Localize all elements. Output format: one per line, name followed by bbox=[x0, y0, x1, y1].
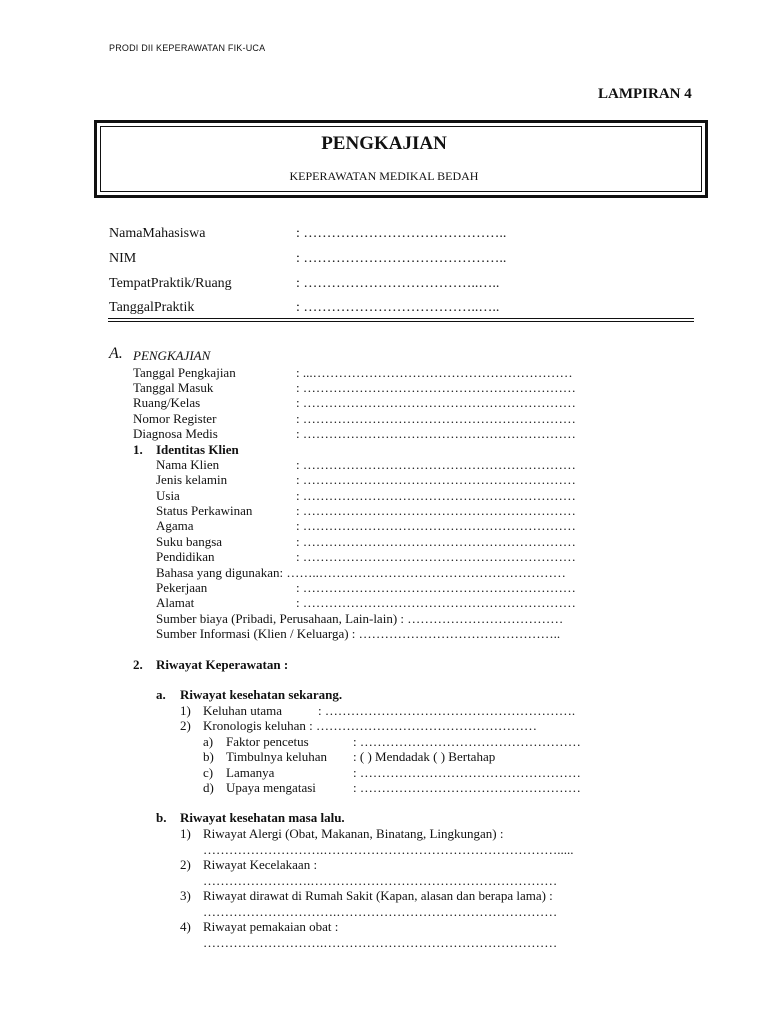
timbulnya-keluhan-options[interactable]: : ( ) Mendadak ( ) Bertahap bbox=[353, 749, 496, 764]
upaya-mengatasi-field[interactable]: : …………………………………………… bbox=[353, 780, 581, 795]
tanggal-pengkajian-field[interactable]: : ...…………………………………………………… bbox=[296, 365, 573, 380]
tempat-praktik-field[interactable]: : ………………………………..….. bbox=[296, 276, 500, 291]
alamat-label: Alamat bbox=[156, 595, 195, 610]
riwayat-a-letter: a. bbox=[156, 687, 166, 702]
diagnosa-medis-field[interactable]: : ……………………………………………………… bbox=[296, 426, 576, 441]
identitas-title: Identitas Klien bbox=[156, 442, 239, 457]
nama-klien-field[interactable]: : ……………………………………………………… bbox=[296, 457, 576, 472]
bahasa-field[interactable]: Bahasa yang digunakan: ……..………………………………………………… bbox=[156, 565, 566, 580]
suku-bangsa-label: Suku bangsa bbox=[156, 534, 223, 549]
diagnosa-medis-label: Diagnosa Medis bbox=[133, 426, 218, 441]
nama-mahasiswa-label: NamaMahasiswa bbox=[109, 226, 206, 241]
riwayat-obat-field[interactable]: ……………………….……………………………………………… bbox=[203, 935, 558, 950]
nim-field[interactable]: : …………………………………….. bbox=[296, 251, 507, 266]
pekerjaan-field[interactable]: : ……………………………………………………… bbox=[296, 580, 576, 595]
section-a-title: PENGKAJIAN bbox=[133, 348, 211, 363]
riwayat-title: Riwayat Keperawatan : bbox=[156, 657, 289, 672]
pendidikan-label: Pendidikan bbox=[156, 549, 215, 564]
kronologis-field[interactable]: Kronologis keluhan : …………………………………………… bbox=[203, 718, 538, 733]
nama-klien-label: Nama Klien bbox=[156, 457, 220, 472]
tanggal-praktik-field[interactable]: : ………………………………..….. bbox=[296, 300, 500, 315]
sub-letter: b) bbox=[203, 749, 214, 764]
riwayat-alergi-label: Riwayat Alergi (Obat, Makanan, Binatang, Lingkungan) : bbox=[203, 826, 504, 841]
alamat-field[interactable]: : ……………………………………………………… bbox=[296, 595, 576, 610]
keluhan-utama-label: Keluhan utama bbox=[203, 703, 283, 718]
suku-bangsa-field[interactable]: : ……………………………………………………… bbox=[296, 534, 576, 549]
sumber-informasi-field[interactable]: Sumber Informasi (Klien / Keluarga) : ……………………………………….. bbox=[156, 626, 561, 641]
riwayat-kecelakaan-label: Riwayat Kecelakaan : bbox=[203, 857, 318, 872]
riwayat-a-title: Riwayat kesehatan sekarang. bbox=[180, 687, 343, 702]
sub-letter: a) bbox=[203, 734, 214, 749]
riwayat-b-letter: b. bbox=[156, 810, 167, 825]
sub-letter: d) bbox=[203, 780, 214, 795]
alergi-num: 1) bbox=[180, 826, 191, 841]
sub-letter: c) bbox=[203, 765, 214, 780]
agama-label: Agama bbox=[156, 518, 194, 533]
tanggal-masuk-field[interactable]: : ……………………………………………………… bbox=[296, 380, 576, 395]
timbulnya-keluhan-label: Timbulnya keluhan bbox=[226, 749, 327, 764]
tanggal-masuk-label: Tanggal Masuk bbox=[133, 380, 214, 395]
ruang-kelas-label: Ruang/Kelas bbox=[133, 395, 201, 410]
riwayat-kecelakaan-field[interactable]: …………………….………………………………………………… bbox=[203, 873, 558, 888]
nama-mahasiswa-field[interactable]: : …………………………………….. bbox=[296, 226, 507, 241]
nomor-register-label: Nomor Register bbox=[133, 411, 217, 426]
dirawat-num: 3) bbox=[180, 888, 191, 903]
jenis-kelamin-field[interactable]: : ……………………………………………………… bbox=[296, 472, 576, 487]
identitas-num: 1. bbox=[133, 442, 143, 457]
tanggal-praktik-label: TanggalPraktik bbox=[109, 300, 195, 315]
kecelakaan-num: 2) bbox=[180, 857, 191, 872]
status-perkawinan-label: Status Perkawinan bbox=[156, 503, 253, 518]
upaya-mengatasi-label: Upaya mengatasi bbox=[226, 780, 316, 795]
nim-label: NIM bbox=[109, 251, 137, 266]
kronologis-num: 2) bbox=[180, 718, 191, 733]
section-a-letter: A. bbox=[109, 345, 123, 362]
usia-field[interactable]: : ……………………………………………………… bbox=[296, 488, 576, 503]
keluhan-utama-field[interactable]: : …………………………………………………. bbox=[318, 703, 576, 718]
riwayat-obat-label: Riwayat pemakaian obat : bbox=[203, 919, 339, 934]
ruang-kelas-field[interactable]: : ……………………………………………………… bbox=[296, 395, 576, 410]
riwayat-num: 2. bbox=[133, 657, 143, 672]
agama-field[interactable]: : ……………………………………………………… bbox=[296, 518, 576, 533]
jenis-kelamin-label: Jenis kelamin bbox=[156, 472, 228, 487]
sumber-biaya-field[interactable]: Sumber biaya (Pribadi, Perusahaan, Lain-lain) : ……………………………… bbox=[156, 611, 564, 626]
tanggal-pengkajian-label: Tanggal Pengkajian bbox=[133, 365, 236, 380]
divider bbox=[108, 321, 694, 322]
status-perkawinan-field[interactable]: : ……………………………………………………… bbox=[296, 503, 576, 518]
pekerjaan-label: Pekerjaan bbox=[156, 580, 208, 595]
faktor-pencetus-field[interactable]: : …………………………………………… bbox=[353, 734, 581, 749]
faktor-pencetus-label: Faktor pencetus bbox=[226, 734, 309, 749]
nomor-register-field[interactable]: : ……………………………………………………… bbox=[296, 411, 576, 426]
tempat-praktik-label: TempatPraktik/Ruang bbox=[109, 276, 232, 291]
obat-num: 4) bbox=[180, 919, 191, 934]
riwayat-dirawat-label: Riwayat dirawat di Rumah Sakit (Kapan, alasan dan berapa lama) : bbox=[203, 888, 553, 903]
riwayat-b-title: Riwayat kesehatan masa lalu. bbox=[180, 810, 345, 825]
page-title: PENGKAJIAN bbox=[321, 133, 447, 154]
keluhan-num: 1) bbox=[180, 703, 191, 718]
riwayat-alergi-field[interactable]: ……………………….………………………………………………..... bbox=[203, 842, 574, 857]
usia-label: Usia bbox=[156, 488, 180, 503]
lamanya-label: Lamanya bbox=[226, 765, 275, 780]
lampiran-label: LAMPIRAN 4 bbox=[598, 86, 692, 102]
divider bbox=[108, 318, 694, 319]
lamanya-field[interactable]: : …………………………………………… bbox=[353, 765, 581, 780]
pendidikan-field[interactable]: : ……………………………………………………… bbox=[296, 549, 576, 564]
page-subtitle: KEPERAWATAN MEDIKAL BEDAH bbox=[289, 169, 479, 183]
riwayat-dirawat-field[interactable]: ………………………….…………………………………………… bbox=[203, 904, 558, 919]
running-head: PRODI DII KEPERAWATAN FIK-UCA bbox=[109, 43, 266, 53]
